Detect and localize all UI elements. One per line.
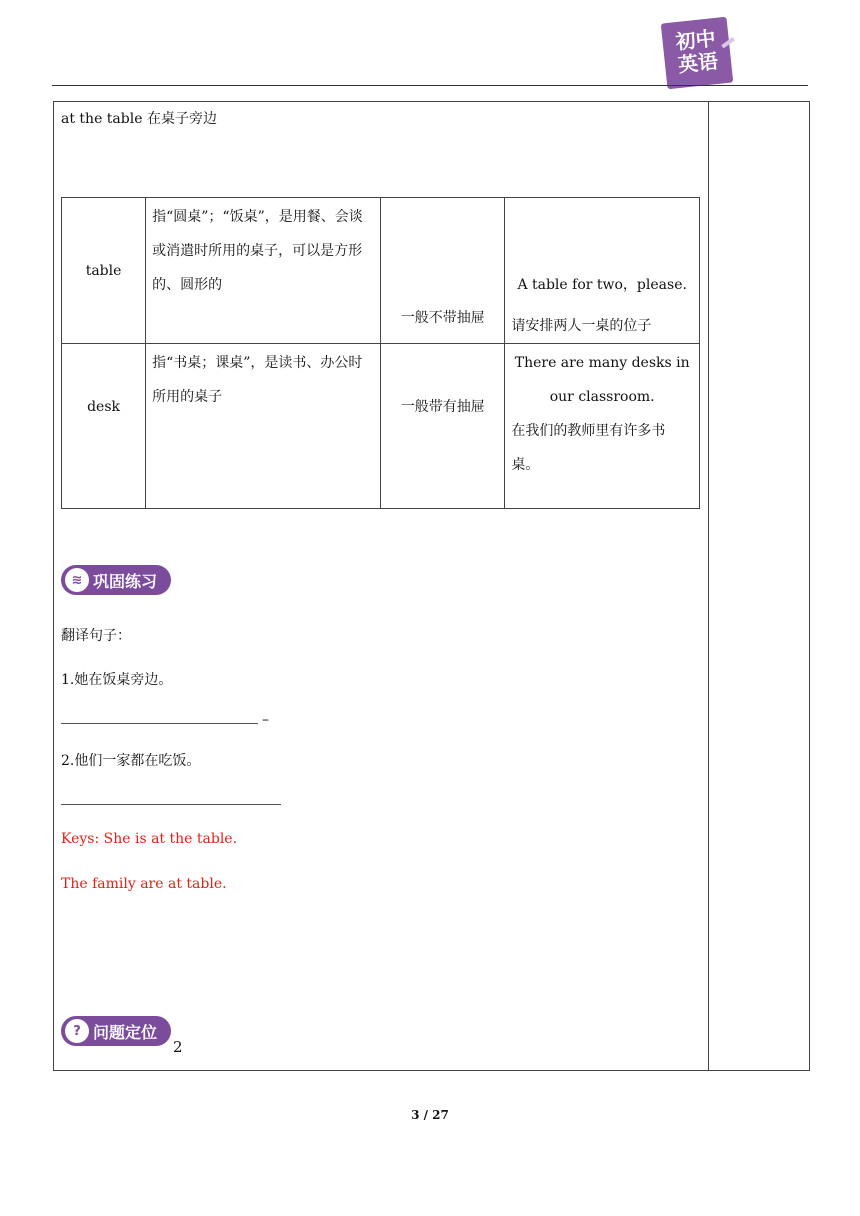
layers-icon: ≋ [65,568,89,592]
meaning-text: 指“书桌；课桌”，是读书、办公时所用的桌子 [152,355,363,405]
word-label: desk [87,399,121,415]
example-cell [505,344,700,509]
practice-badge [61,565,171,595]
problem-badge [61,1016,171,1046]
answer-key-1: Keys: She is at the table. [61,831,238,847]
answer-line-1-tail: – [262,712,269,728]
word-label: table [85,262,122,279]
example-en: There are many desks in our classroom. [514,355,690,405]
table-row [62,198,700,344]
word-cell [62,198,146,344]
answer-line-2 [61,804,281,805]
meaning-text: 指“圆桌”；“饭桌”，是用餐、会谈或消遣时所用的桌子，可以是方形的、圆形的 [152,209,363,293]
logo-line2: 英语 [676,48,720,77]
page-number: 3 / 27 [411,1108,449,1122]
meaning-cell [146,344,381,509]
example-cn: 在我们的教师里有许多书桌。 [511,423,666,473]
comparison-table [61,197,700,509]
word-cell [62,344,146,509]
table-row [62,344,700,509]
side-column-divider [708,102,709,1070]
meaning-cell [146,198,381,344]
practice-badge-label: 巩固练习 [93,571,158,591]
feature-text: 一般不带抽屉 [400,310,485,326]
phrase-heading: at the table 在桌子旁边 [61,111,217,127]
question-2: 2.他们一家都在吃饭。 [61,753,201,769]
question-icon: ? [65,1019,89,1043]
example-cn: 请安排两人一桌的位子 [511,318,652,334]
feature-text: 一般带有抽屉 [400,399,485,415]
example-cell [505,198,700,344]
answer-key-2: The family are at table. [61,876,227,892]
brand-logo [661,17,734,90]
practice-instruction: 翻译句子： [61,628,131,644]
question-1: 1.她在饭桌旁边。 [61,672,173,688]
problem-badge-label: 问题定位 [93,1022,158,1042]
feature-cell [381,344,505,509]
section-number: 2 [173,1038,183,1056]
answer-line-1 [61,723,258,724]
header-rule [52,85,808,86]
logo-line1: 初中 [674,26,717,55]
example-en: A table for two，please. [517,277,687,293]
feature-cell [381,198,505,344]
